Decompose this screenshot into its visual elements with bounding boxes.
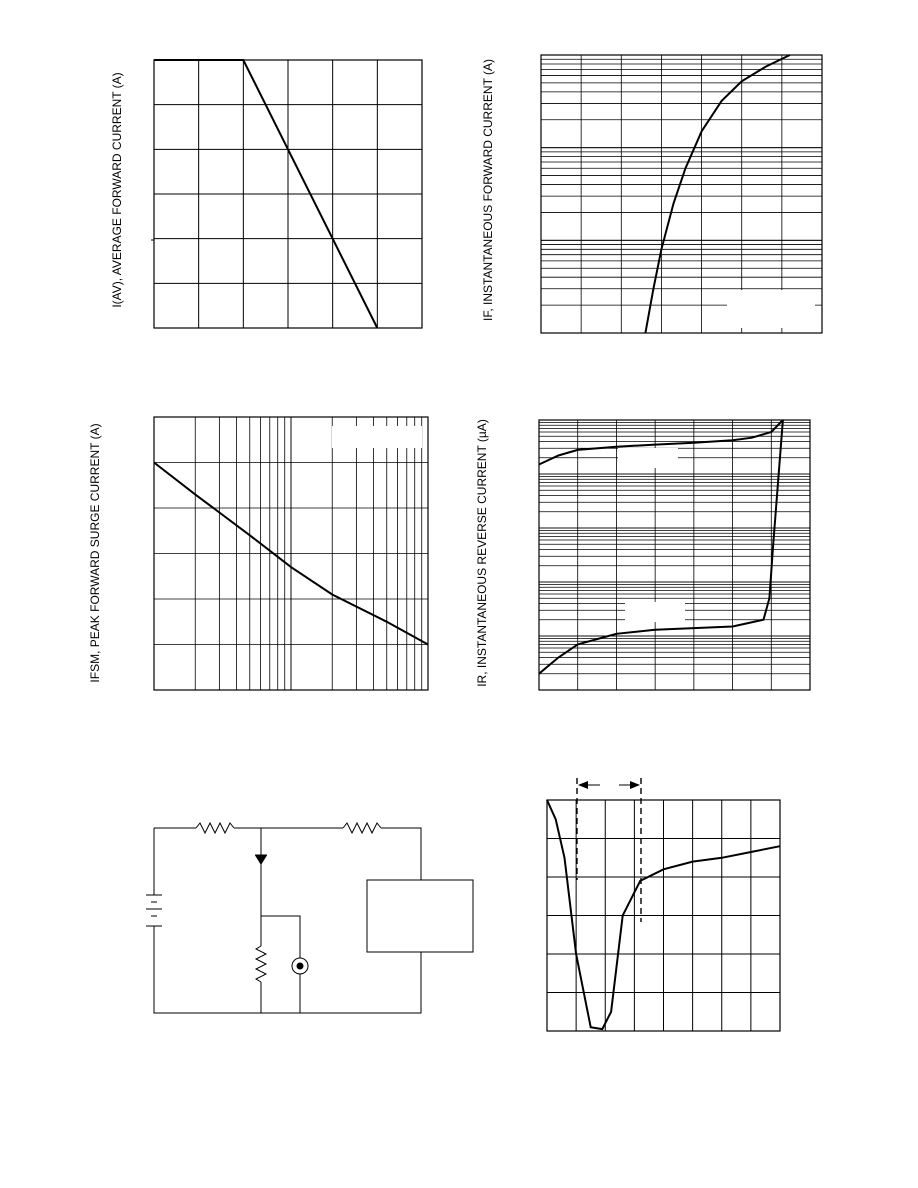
chart-instantaneous-reverse-current [475, 419, 810, 690]
chart4-legend-mask-lower [625, 602, 685, 622]
chart4-legend-mask-upper [618, 448, 678, 468]
chart3-grid [154, 417, 428, 690]
diode-symbol [255, 855, 267, 864]
scope-probe-connector [292, 958, 308, 974]
battery-symbol [146, 895, 162, 926]
circuit-wire-left [154, 828, 421, 1013]
chart-instantaneous-forward-current [481, 55, 822, 333]
resistor-vertical [256, 946, 266, 982]
test-circuit-diagram [146, 823, 473, 1013]
chart1-ylabel: I(AV), AVERAGE FORWARD CURRENT (A) [110, 72, 124, 308]
chart1-grid [154, 60, 422, 328]
chart5-grid [547, 800, 780, 1031]
chart2-ylabel: IF, INSTANTANEOUS FORWARD CURRENT (A) [481, 58, 495, 322]
chart2-legend-mask [727, 290, 815, 328]
resistor-top-right [343, 823, 381, 833]
oscilloscope-box [367, 880, 473, 952]
chart-reverse-recovery-waveform [547, 778, 780, 1031]
circuit-wire-top-right [381, 828, 421, 880]
chart5-interval-arrow-right [619, 781, 640, 789]
chart5-interval-arrow-left [578, 781, 600, 789]
chart3-ylabel: IFSM, PEAK FORWARD SURGE CURRENT (A) [88, 423, 102, 683]
chart3-legend-mask [332, 426, 422, 448]
circuit-wire-diode-to-node [261, 864, 300, 958]
chart-peak-forward-surge-current [88, 417, 428, 690]
chart4-ylabel: IR, INSTANTANEOUS REVERSE CURRENT (µA) [475, 419, 489, 687]
resistor-top-left [196, 823, 234, 833]
chart-average-forward-current [110, 60, 422, 328]
